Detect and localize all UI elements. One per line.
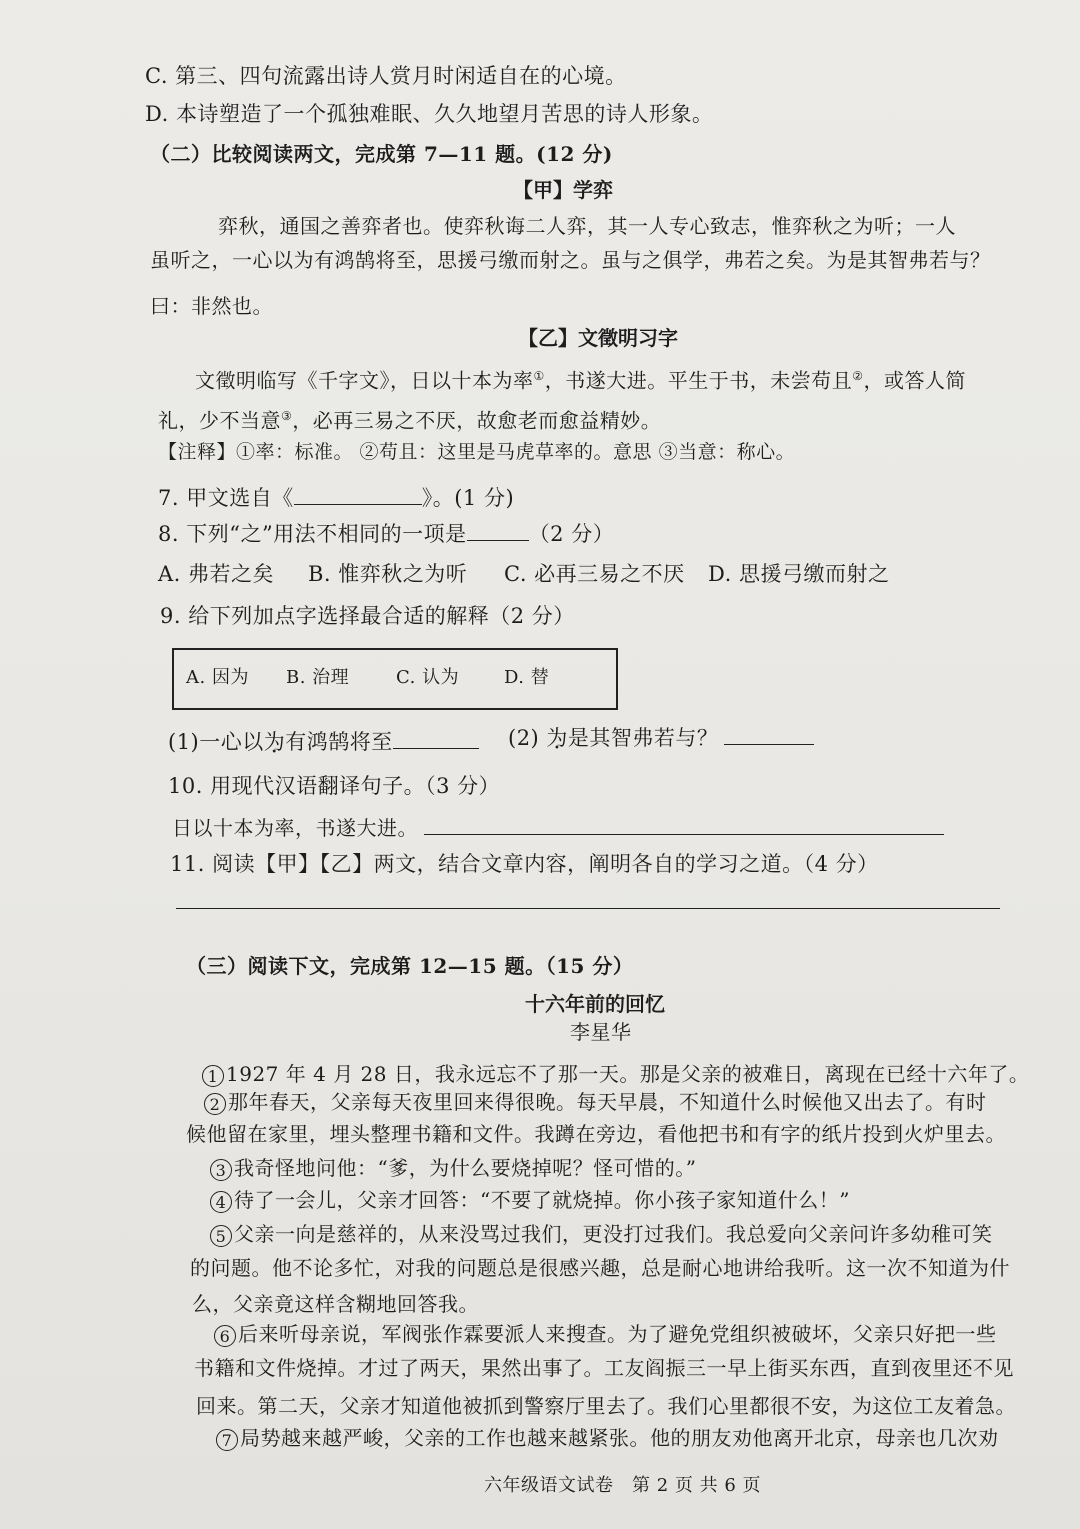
notes: 【注释】①率：标准。 ②苟且：这里是马虎草率的。意思 ③当意：称心。 [158, 441, 796, 463]
q8-options [158, 560, 889, 588]
question-11: 11. 阅读【甲】【乙】两文，结合文章内容，阐明各自的学习之道。（4 分） [170, 852, 879, 876]
q9-choice-b: B. 治理 [286, 667, 350, 688]
yi-title: 【乙】文徵明习字 [518, 326, 678, 350]
q9-choice-d: D. 替 [504, 667, 550, 688]
jia-line-2: 虽听之，一心以为有鸿鹄将至，思援弓缴而射之。虽与之俱学，弗若之矣。为是其智弗若与？ [150, 248, 991, 272]
q9-choice-c: C. 认为 [396, 667, 460, 688]
paragraph-5-line-1: 5 父亲一向是慈祥的，从来没骂过我们，更没打过我们。我总爱向父亲问许多幼稚可笑 [210, 1220, 993, 1248]
paragraph-2-line-1: 2 那年春天，父亲每天夜里回来得很晚。每天早晨，不知道什么时候他又出去了。有时 [204, 1088, 987, 1116]
paragraph-number-1: 1 [202, 1065, 224, 1087]
paragraph-1: 1 1927 年 4 月 28 日，我永远忘不了那一天。那是父亲的被难日，离现在已经十六年了。 [202, 1060, 1029, 1088]
q7-answer-blank[interactable] [294, 482, 422, 505]
q9-1-answer-blank[interactable] [393, 726, 479, 749]
paragraph-number-4: 4 [210, 1191, 232, 1213]
jia-line-3: 曰：非然也。 [150, 294, 273, 318]
paragraph-7-line-1: 7 局势越来越严峻，父亲的工作也越来越紧张。他的朋友劝他离开北京，母亲也几次劝 [216, 1424, 999, 1452]
q8-option-d: D. 思援弓缴而射之 [708, 562, 890, 586]
paragraph-2-line-2: 候他留在家里，埋头整理书籍和文件。我蹲在旁边，看他把书和有字的纸片投到火炉里去。 [186, 1122, 1006, 1146]
paragraph-number-6: 6 [214, 1325, 236, 1347]
article-title: 十六年前的回忆 [525, 992, 665, 1016]
q9-item-2: (2) 为是其智弗若与？ [508, 722, 814, 752]
q9-item-1: (1)一心以为有鸿鹄将至 [168, 726, 479, 756]
section2-heading: （二）比较阅读两文，完成第 7—11 题。(12 分) [150, 142, 613, 166]
question-8: 8. 下列“之”用法不相同的一项是 （2 分） [158, 518, 614, 548]
q9-choice-a: A. 因为 [186, 667, 249, 688]
paragraph-3: 3 我奇怪地问他：“爹，为什么要烧掉呢？怪可惜的。” [210, 1154, 696, 1182]
note-mark-3: ③ [281, 409, 293, 423]
paragraph-6-line-3: 回来。第二天，父亲才知道他被抓到警察厅里去了。我们心里都很不安，为这位工友着急。 [196, 1394, 1016, 1418]
q10-sentence: 日以十本为率，书遂大进。 [172, 816, 418, 840]
paragraph-4: 4 待了一会儿，父亲才回答：“不要了就烧掉。你小孩子家知道什么！” [210, 1186, 850, 1214]
yi-line-1: 文徵明临写《千字文》，日以十本为率①，书遂大进。平生于书，未尝苟且②，或答人简 [195, 368, 967, 393]
option-d: D. 本诗塑造了一个孤独难眠、久久地望月苦思的诗人形象。 [145, 102, 714, 126]
jia-line-1: 弈秋，通国之善弈者也。使弈秋诲二人弈，其一人专心致志，惟弈秋之为听；一人 [218, 214, 956, 238]
paragraph-5-line-3: 么，父亲竟这样含糊地回答我。 [192, 1292, 479, 1316]
paragraph-5-line-2: 的问题。他不论多忙，对我的问题总是很感兴趣，总是耐心地讲给我听。这一次不知道为什 [190, 1256, 1010, 1280]
q8-option-a: A. 弗若之矣 [158, 562, 275, 586]
question-9: 9. 给下列加点字选择最合适的解释（2 分） [160, 604, 575, 628]
q8-option-b: B. 惟弈秋之为听 [308, 562, 468, 586]
paragraph-number-5: 5 [210, 1225, 232, 1247]
section3-heading: （三）阅读下文，完成第 12—15 题。（15 分） [186, 954, 634, 978]
q8-answer-blank[interactable] [467, 518, 529, 541]
q10-answer-line[interactable] [424, 834, 944, 835]
paragraph-number-7: 7 [216, 1429, 238, 1451]
question-7: 7. 甲文选自《 》。(1 分) [158, 482, 514, 512]
jia-title: 【甲】学弈 [513, 178, 613, 202]
article-author: 李星华 [570, 1020, 632, 1044]
q11-answer-line[interactable] [176, 908, 1000, 909]
paragraph-6-line-1: 6 后来听母亲说，军阀张作霖要派人来搜查。为了避免党组织被破坏，父亲只好把一些 [214, 1320, 997, 1348]
yi-line-2: 礼，少不当意③，必再三易之不厌，故愈老而愈益精妙。 [158, 408, 662, 433]
page-footer: 六年级语文试卷 第 2 页 共 6 页 [484, 1475, 762, 1496]
note-mark-2: ② [852, 369, 864, 383]
question-10: 10. 用现代汉语翻译句子。（3 分） [168, 774, 501, 798]
q9-dotted-char-1: 为 [263, 730, 286, 754]
paragraph-number-3: 3 [210, 1159, 232, 1181]
q9-box-choices [186, 664, 549, 692]
paragraph-number-2: 2 [204, 1093, 226, 1115]
q9-dotted-char-2: 为 [546, 726, 568, 750]
paragraph-6-line-2: 书籍和文件烧掉。才过了两天，果然出事了。工友阎振三一早上街买东西，直到夜里还不见 [194, 1356, 1014, 1380]
q9-2-answer-blank[interactable] [724, 722, 814, 745]
option-c: C. 第三、四句流露出诗人赏月时闲适自在的心境。 [145, 64, 627, 88]
q8-option-c: C. 必再三易之不厌 [504, 562, 685, 586]
note-mark-1: ① [533, 369, 545, 383]
